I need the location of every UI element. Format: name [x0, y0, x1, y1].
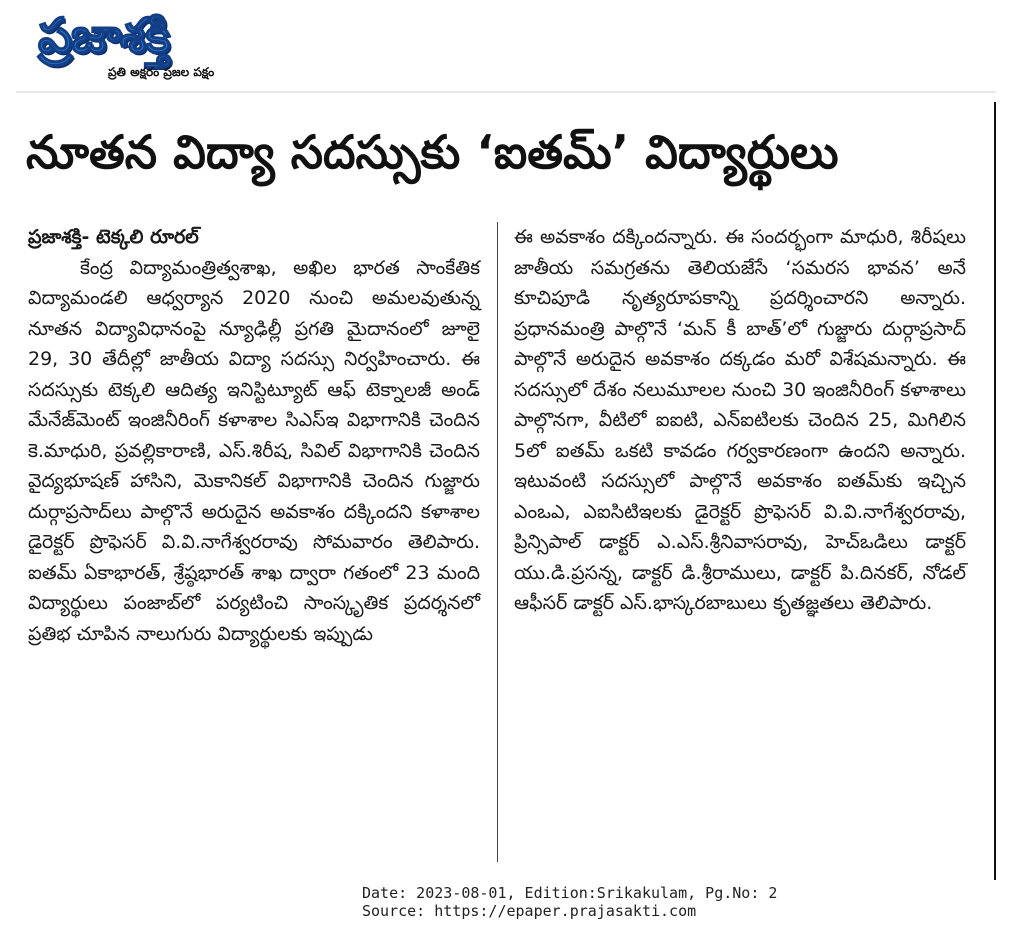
article-body-right: ఈ అవకాశం దక్కిందన్నారు. ఈ సందర్భంగా మాధురి, శిరీషలు జాతీయ సమగ్రతను తెలియజేసే ‘సమరస భావన’ అనే కూచిపూడి నృత్యరూపకాన్ని ప్రదర్శించారని అన్నారు. ప్రధానమంత్రి పాల్గొనే ‘మన్ కీ బాత్’లో గుజ్జారు దుర్గాప్రసాద్ పాల్గొనే అరుదైన అవకాశం దక్కడం మరో విశేషమన్నారు. ఈ సదస్సులో దేశం నలుమూలల నుంచి 30 ఇంజినీరింగ్ కళాశాలు పాల్గొనగా, వీటిలో ఐఐటి, ఎన్ఐటిలకు చెందిన 25, మిగిలిన 5లో ఐతమ్ ఒకటి కావడం గర్వకారణంగా ఉందని అన్నారు. ఇటువంటి సదస్సులో పాల్గొనే అవకాశం ఐతమ్‌కు ఇచ్చిన ఎంఒఎ, ఎఐసిటిఇలకు డైరెక్టర్ ప్రొఫెసర్ వి.వి.నాగేశ్వరరావు, ప్రిన్సిపాల్ డాక్టర్ ఎ.ఎస్.శ్రీనివాసరావు, హెచ్ఒడిలు డాక్టర్ యు.డి.ప్రసన్న, డాక్టర్ డి.శ్రీరాములు, డాక్టర్ పి.దినకర్, నోడల్ ఆఫీసర్ డాక్టర్ ఎస్.భాస్కరబాబులు కృతజ్ఞతలు తెలిపారు.: [514, 226, 966, 614]
article-column-right: [514, 222, 966, 619]
clipping-footer: [362, 884, 777, 920]
article-body-left: కేంద్ర విద్యామంత్రిత్వశాఖ, అఖిల భారత సాంకేతిక విద్యామండలి ఆధ్వర్యాన 2020 నుంచి అమలవుతున్న నూతన విద్యావిధానంపై న్యూఢిల్లీ ప్రగతి మైదానంలో జూలై 29, 30 తేదీల్లో జాతీయ విద్యా సదస్సు నిర్వహించారు. ఈ సదస్సుకు టెక్కలి ఆదిత్య ఇనిస్టిట్యూట్ ఆఫ్ టెక్నాలజీ అండ్ మేనేజ్‌మెంట్ ఇంజినీరింగ్ కళాశాల సిఎస్ఇ విభాగానికి చెందిన కె.మాధురి, ప్రవల్లికారాణి, ఎస్.శిరీష, సివిల్ విభాగానికి చెందిన వైద్యభూషణ్ హాసిని, మెకానికల్ విభాగానికి చెందిన గుజ్జారు దుర్గాప్రసాద్‌లు పాల్గొనే అరుదైన అవకాశం దక్కిందని కళాశాల డైరెక్టర్ ప్రొఫెసర్ వి.వి.నాగేశ్వరరావు సోమవారం తెలిపారు. ఐతమ్ ఏకాభారత్, శ్రేష్ఠభారత్ శాఖ ద్వారా గతంలో 23 మంది విద్యార్థులు పంజాబ్‌లో పర్యటించి సాంస్కృతిక ప్రదర్శనలో ప్రతిభ చూపిన నాలుగురు విద్యార్థులకు ఇప్పుడు: [28, 256, 480, 645]
logo-wordmark: ప్రజాశక్తి: [38, 8, 170, 64]
right-border-rule: [994, 102, 996, 880]
source-link[interactable]: Source: https://epaper.prajasakti.com: [362, 902, 697, 920]
logo-tagline: ప్రతి అక్షరం ప్రజల పక్షం: [108, 65, 215, 79]
edition-info: Date: 2023-08-01, Edition:Srikakulam, Pg.No: 2: [362, 884, 778, 902]
newspaper-logo: [38, 4, 288, 84]
column-divider: [497, 222, 498, 862]
article-byline: ప్రజాశక్తి- టెక్కలి రూరల్: [28, 226, 199, 248]
article-headline: నూతన విద్యా సదస్సుకు ‘ఐతమ్’ విద్యార్థులు: [26, 125, 839, 179]
article-column-left: [28, 222, 480, 649]
header-divider: [16, 91, 996, 93]
